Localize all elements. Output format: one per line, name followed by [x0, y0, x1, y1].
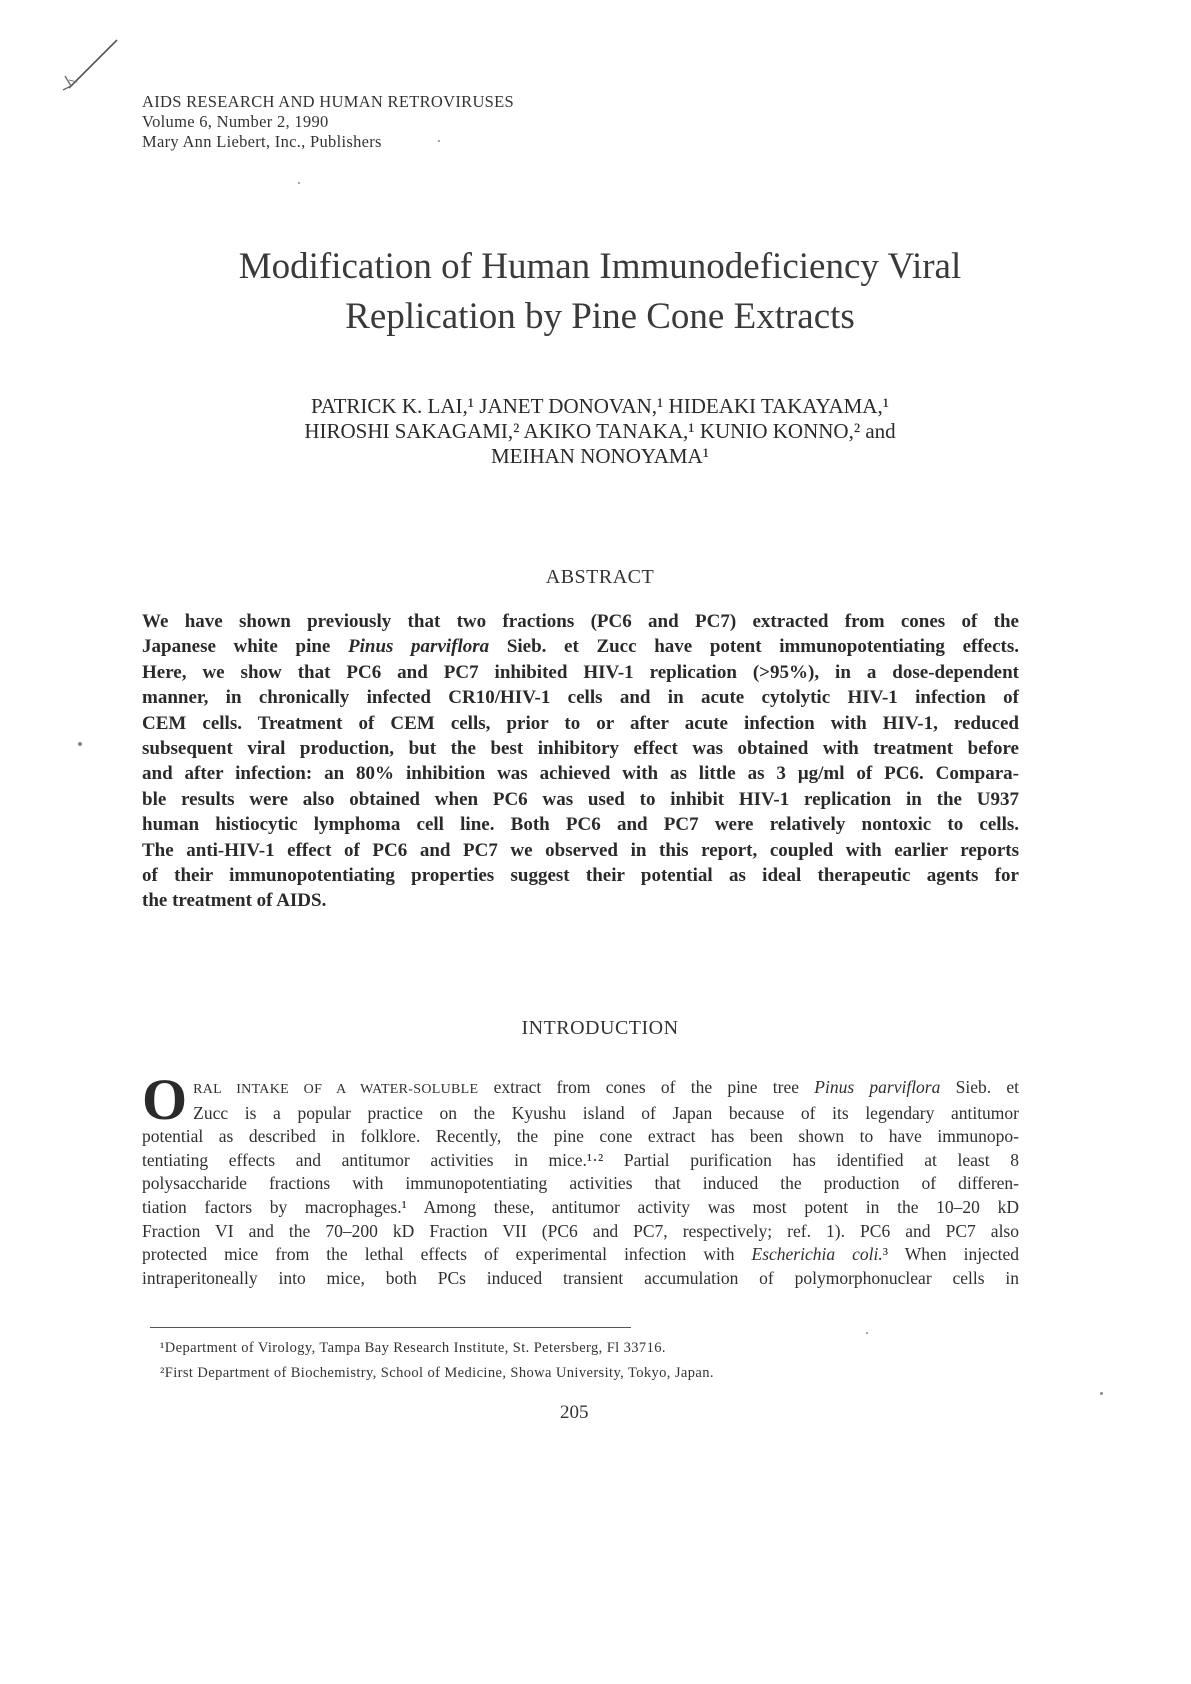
intro-line: RAL INTAKE OF A WATER-SOLUBLE extract from cones of the pine tree Pinus parviflora Sieb. et — [193, 1077, 1020, 1097]
author-list — [100, 394, 1100, 469]
handwritten-pen-mark — [55, 36, 125, 96]
scan-speck — [438, 140, 440, 142]
title-line-1: Modification of Human Immunodeficiency Viral — [238, 246, 962, 287]
journal-header — [142, 92, 514, 152]
intro-line: polysaccharide fractions with immunopotentiating activities that induced the production of differen- — [142, 1173, 1019, 1194]
introduction-heading: INTRODUCTION — [521, 1017, 679, 1039]
article-title — [100, 242, 1100, 342]
abstract-body — [142, 609, 1019, 914]
scan-speck — [78, 742, 82, 746]
footnote-1: ¹Department of Virology, Tampa Bay Research Institute, St. Petersberg, Fl 33716. — [160, 1340, 666, 1356]
abstract-line: The anti-HIV-1 effect of PC6 and PC7 we observed in this report, coupled with earlier reports — [142, 839, 1019, 861]
abstract-line: subsequent viral production, but the best inhibitory effect was obtained with treatment before — [142, 738, 1019, 760]
intro-line: tentiating effects and antitumor activities in mice.¹·² Partial purification has identified at least 8 — [142, 1149, 1019, 1170]
scan-speck — [866, 1332, 868, 1334]
abstract-line: ble results were also obtained when PC6 was used to inhibit HIV-1 replication in the U937 — [142, 788, 1019, 810]
abstract-line: Japanese white pine Pinus parviflora Sieb. et Zucc have potent immunopotentiating effects. — [142, 636, 1019, 658]
title-line-2: Replication by Pine Cone Extracts — [345, 296, 855, 337]
authors-line-1: PATRICK K. LAI,¹ JANET DONOVAN,¹ HIDEAKI TAKAYAMA,¹ — [310, 394, 889, 418]
drop-cap: O — [142, 1067, 188, 1132]
authors-line-2: HIROSHI SAKAGAMI,² AKIKO TANAKA,¹ KUNIO KONNO,² and — [304, 419, 896, 443]
abstract-heading: ABSTRACT — [545, 566, 655, 588]
intro-line: Fraction VI and the 70–200 kD Fraction VII (PC6 and PC7, respectively; ref. 1). PC6 and PC7 also — [142, 1220, 1019, 1241]
scan-speck — [1100, 1392, 1103, 1395]
intro-line: Zucc is a popular practice on the Kyushu island of Japan because of its legendary antitumor — [193, 1102, 1019, 1123]
authors-line-3: MEIHAN NONOYAMA¹ — [490, 444, 710, 468]
intro-line: protected mice from the lethal effects of experimental infection with Escherichia coli.³ When injected — [142, 1244, 1020, 1265]
abstract-line: We have shown previously that two fractions (PC6 and PC7) extracted from cones of the — [142, 611, 1019, 632]
journal-publisher: Mary Ann Liebert, Inc., Publishers — [142, 132, 382, 151]
scan-speck — [298, 182, 300, 184]
abstract-line: Here, we show that PC6 and PC7 inhibited HIV-1 replication (>95%), in a dose-dependent — [142, 661, 1019, 683]
footnote-2: ²First Department of Biochemistry, School of Medicine, Showa University, Tokyo, Japan. — [160, 1365, 714, 1381]
intro-line: tiation factors by macrophages.¹ Among these, antitumor activity was most potent in the 10–20 kD — [142, 1196, 1019, 1217]
introduction-body — [142, 1067, 1020, 1290]
journal-name: AIDS RESEARCH AND HUMAN RETROVIRUSES — [142, 92, 515, 111]
abstract-line: of their immunopotentiating properties suggest their potential as ideal therapeutic agents for — [142, 865, 1019, 887]
intro-line: intraperitoneally into mice, both PCs induced transient accumulation of polymorphonuclear cells in — [142, 1267, 1019, 1288]
abstract-line: human histiocytic lymphoma cell line. Both PC6 and PC7 were relatively nontoxic to cells. — [142, 814, 1019, 836]
footnotes — [160, 1336, 714, 1386]
abstract-line: the treatment of AIDS. — [142, 890, 327, 912]
abstract-line: manner, in chronically infected CR10/HIV-1 cells and in acute cytolytic HIV-1 infection of — [142, 687, 1019, 709]
abstract-line: CEM cells. Treatment of CEM cells, prior to or after acute infection with HIV-1, reduced — [142, 712, 1019, 734]
abstract-line: and after infection: an 80% inhibition was achieved with as little as 3 μg/ml of PC6. Compara- — [142, 763, 1019, 785]
page-number: 205 — [560, 1402, 589, 1423]
footnote-divider — [150, 1327, 631, 1328]
intro-line: potential as described in folklore. Recently, the pine cone extract has been shown to have immunopo- — [142, 1126, 1019, 1147]
journal-volume: Volume 6, Number 2, 1990 — [142, 112, 329, 131]
